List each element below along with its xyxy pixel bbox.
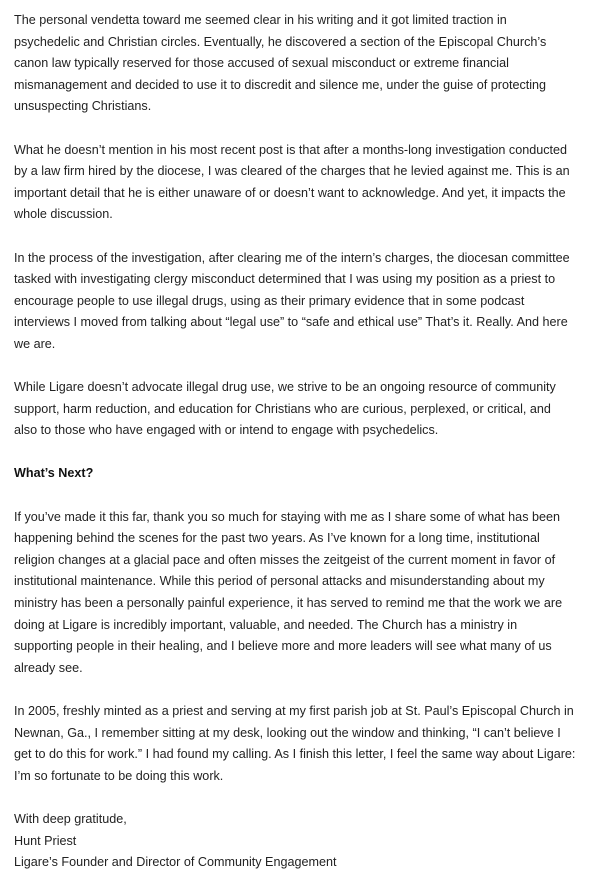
signoff-closing: With deep gratitude,: [14, 811, 127, 826]
signoff-title: Ligare’s Founder and Director of Community Engagement: [14, 855, 337, 870]
paragraph-committee: In the process of the investigation, after clearing me of the intern’s charges, the diocesan committee tasked with investigating clergy misconduct determined that I was using my position as a priest to encourage people to use illegal drugs, using as their primary evidence that in some podcast interviews I moved from talking about “legal use” to “safe and ethical use” That’s it. Really. And here we are.: [14, 250, 570, 351]
paragraph-ligare-mission: While Ligare doesn’t advocate illegal drug use, we strive to be an ongoing resource of community support, harm reduction, and education for Christians who are curious, perplexed, or critical, and also to those who have engaged with or intend to engage with psychedelics.: [14, 380, 556, 438]
signoff: [14, 809, 576, 874]
paragraph-thank-you: If you’ve made it this far, thank you so much for staying with me as I share some of what has been happening behind the scenes for the past two years. As I’ve known for a long time, institutional religion changes at a glacial pace and often misses the zeitgeist of the current moment in favor of institutional maintenance. While this period of personal attacks and misunderstanding about my ministry has been a personally painful experience, it has served to remind me that the work we are doing at Ligare is incredibly important, valuable, and needed. The Church has a ministry in supporting people in their healing, and I believe more and more leaders will see what many of us already see.: [14, 509, 563, 675]
paragraph-investigation: What he doesn’t mention in his most recent post is that after a months-long investigation conducted by a law firm hired by the diocese, I was cleared of the charges that he levied against me. This is an important detail that he is either unaware of or doesn’t want to acknowledge. And yet, it impacts the whole discussion.: [14, 142, 570, 222]
section-heading-whats-next: What’s Next?: [14, 466, 94, 481]
article-body: [14, 10, 576, 874]
paragraph-vendetta: The personal vendetta toward me seemed clear in his writing and it got limited traction in psychedelic and Christian circles. Eventually, he discovered a section of the Episcopal Church’s canon law typically reserved for those accused of sexual misconduct or extreme financial mismanagement and decided to use it to discredit and silence me, under the guise of protecting unsuspecting Christians.: [14, 13, 547, 114]
signoff-name: Hunt Priest: [14, 833, 77, 848]
paragraph-calling: In 2005, freshly minted as a priest and serving at my first parish job at St. Paul’s Episcopal Church in Newnan, Ga., I remember sitting at my desk, looking out the window and thinking, “I can’t believe I get to do this for work.” I had found my calling. As I finish this letter, I feel the same way about Ligare: I’m so fortunate to be doing this work.: [14, 704, 576, 783]
